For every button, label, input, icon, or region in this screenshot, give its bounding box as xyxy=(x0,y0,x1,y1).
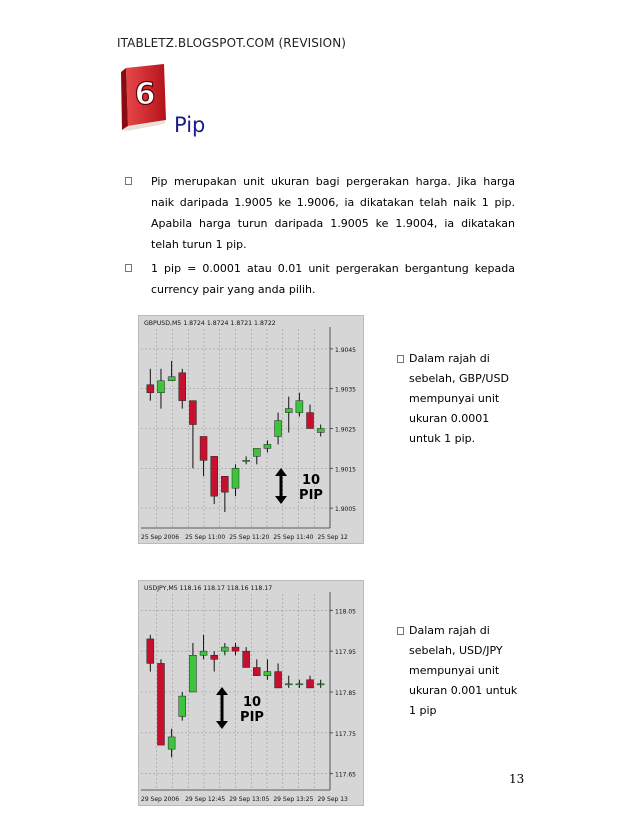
bearish-candle xyxy=(189,401,196,425)
side-note-text: Dalam rajah di sebelah, GBP/USD mempunyai unit ukuran 0.0001 untuk 1 pip. xyxy=(409,352,509,445)
bullet-item xyxy=(125,171,515,255)
bullish-candle xyxy=(221,647,228,651)
bearish-candle xyxy=(211,655,218,659)
bearish-candle xyxy=(147,385,154,393)
side-note-text: Dalam rajah di sebelah, USD/JPY mempunyai unit ukuran 0.001 untuk 1 pip xyxy=(409,624,518,717)
y-tick-label: 1.9045 xyxy=(335,346,356,354)
y-tick-label: 117.65 xyxy=(335,771,356,779)
gbpusd-chart-canvas xyxy=(139,316,363,543)
bullish-candle xyxy=(232,468,239,488)
x-tick-label: 25 Sep 11:00 xyxy=(185,534,226,541)
bullish-candle xyxy=(296,401,303,413)
x-tick-label: 29 Sep 12:45 xyxy=(185,796,226,803)
gbpusd-chart xyxy=(138,315,364,544)
section-title: Pip xyxy=(174,113,206,137)
x-tick-label: 29 Sep 2006 xyxy=(141,796,180,803)
usdjpy-chart-canvas xyxy=(139,581,363,805)
bullish-candle xyxy=(285,684,292,685)
chart-header: GBPUSD,M5 1.8724 1.8724 1.8721 1.8722 xyxy=(144,320,276,327)
x-tick-label: 29 Sep 13:25 xyxy=(273,796,314,803)
bullet-text: Pip merupakan unit ukuran bagi pergerakan harga. Jika harga naik daripada 1.9005 ke 1.9006, ia dikatakan telah naik 1 pip. Apabila harga turun daripada 1.9005 ke 1.9004, ia dikatakan telah turun 1 pip. xyxy=(151,175,515,251)
bearish-candle xyxy=(221,476,228,492)
bullish-candle xyxy=(168,737,175,749)
bullet-marker-icon xyxy=(125,177,132,185)
bearish-candle xyxy=(253,668,260,676)
bullet-text: 1 pip = 0.0001 atau 0.01 unit pergerakan bergantung kepada currency pair yang anda pilih. xyxy=(151,262,515,296)
bullet-marker-icon xyxy=(125,264,132,272)
chapter-book-icon xyxy=(118,62,174,132)
page-header: ITABLETZ.BLOGSPOT.COM (REVISION) xyxy=(117,36,347,50)
bearish-candle xyxy=(179,373,186,401)
bearish-candle xyxy=(307,413,314,429)
x-tick-label: 25 Sep 11:20 xyxy=(229,534,270,541)
bullish-candle xyxy=(296,684,303,685)
bullish-candle xyxy=(200,651,207,655)
arrow-label-value: 10 xyxy=(301,473,321,488)
bearish-candle xyxy=(157,663,164,745)
bullish-candle xyxy=(317,684,324,685)
bullish-candle xyxy=(157,381,164,393)
arrow-label-unit: PIP xyxy=(240,710,264,725)
bullish-candle xyxy=(189,655,196,692)
bearish-candle xyxy=(200,436,207,460)
bearish-candle xyxy=(147,639,154,664)
bullet-marker-icon xyxy=(397,627,404,635)
bullish-candle xyxy=(264,444,271,448)
bullet-marker-icon xyxy=(397,355,404,363)
bullish-candle xyxy=(275,421,282,437)
bullet-item xyxy=(125,258,515,300)
bullish-candle xyxy=(168,377,175,381)
y-tick-label: 1.9035 xyxy=(335,386,356,394)
arrow-label-unit: PIP xyxy=(299,488,323,503)
bullish-candle xyxy=(253,448,260,456)
side-note-gbpusd xyxy=(397,349,517,449)
bearish-candle xyxy=(307,680,314,688)
usdjpy-chart xyxy=(138,580,364,806)
x-tick-label: 25 Sep 2006 xyxy=(141,534,180,541)
bearish-candle xyxy=(232,647,239,651)
y-tick-label: 1.9015 xyxy=(335,466,356,474)
bullish-candle xyxy=(317,429,324,433)
x-tick-label: 25 Sep 12 xyxy=(317,534,348,541)
x-tick-label: 25 Sep 11:40 xyxy=(273,534,314,541)
bearish-candle xyxy=(211,456,218,496)
y-tick-label: 117.75 xyxy=(335,730,356,738)
chapter-number: 6 xyxy=(134,77,156,112)
bullish-candle xyxy=(264,672,271,676)
bearish-candle xyxy=(243,651,250,667)
intro-bullets xyxy=(125,171,515,303)
page-number: 13 xyxy=(509,772,525,786)
x-tick-label: 29 Sep 13 xyxy=(317,796,348,803)
y-tick-label: 118.05 xyxy=(335,608,356,616)
y-tick-label: 1.9025 xyxy=(335,426,356,434)
bullish-candle xyxy=(243,460,250,461)
y-tick-label: 1.9005 xyxy=(335,506,356,514)
arrow-label-value: 10 xyxy=(242,695,262,710)
bearish-candle xyxy=(275,672,282,688)
y-tick-label: 117.95 xyxy=(335,649,356,657)
x-tick-label: 29 Sep 13:05 xyxy=(229,796,270,803)
bullish-candle xyxy=(179,696,186,716)
side-note-usdjpy xyxy=(397,621,527,721)
y-tick-label: 117.85 xyxy=(335,690,356,697)
chart-header: USDJPY,M5 118.16 118.17 118.16 118.17 xyxy=(144,585,273,592)
bullish-candle xyxy=(285,409,292,413)
